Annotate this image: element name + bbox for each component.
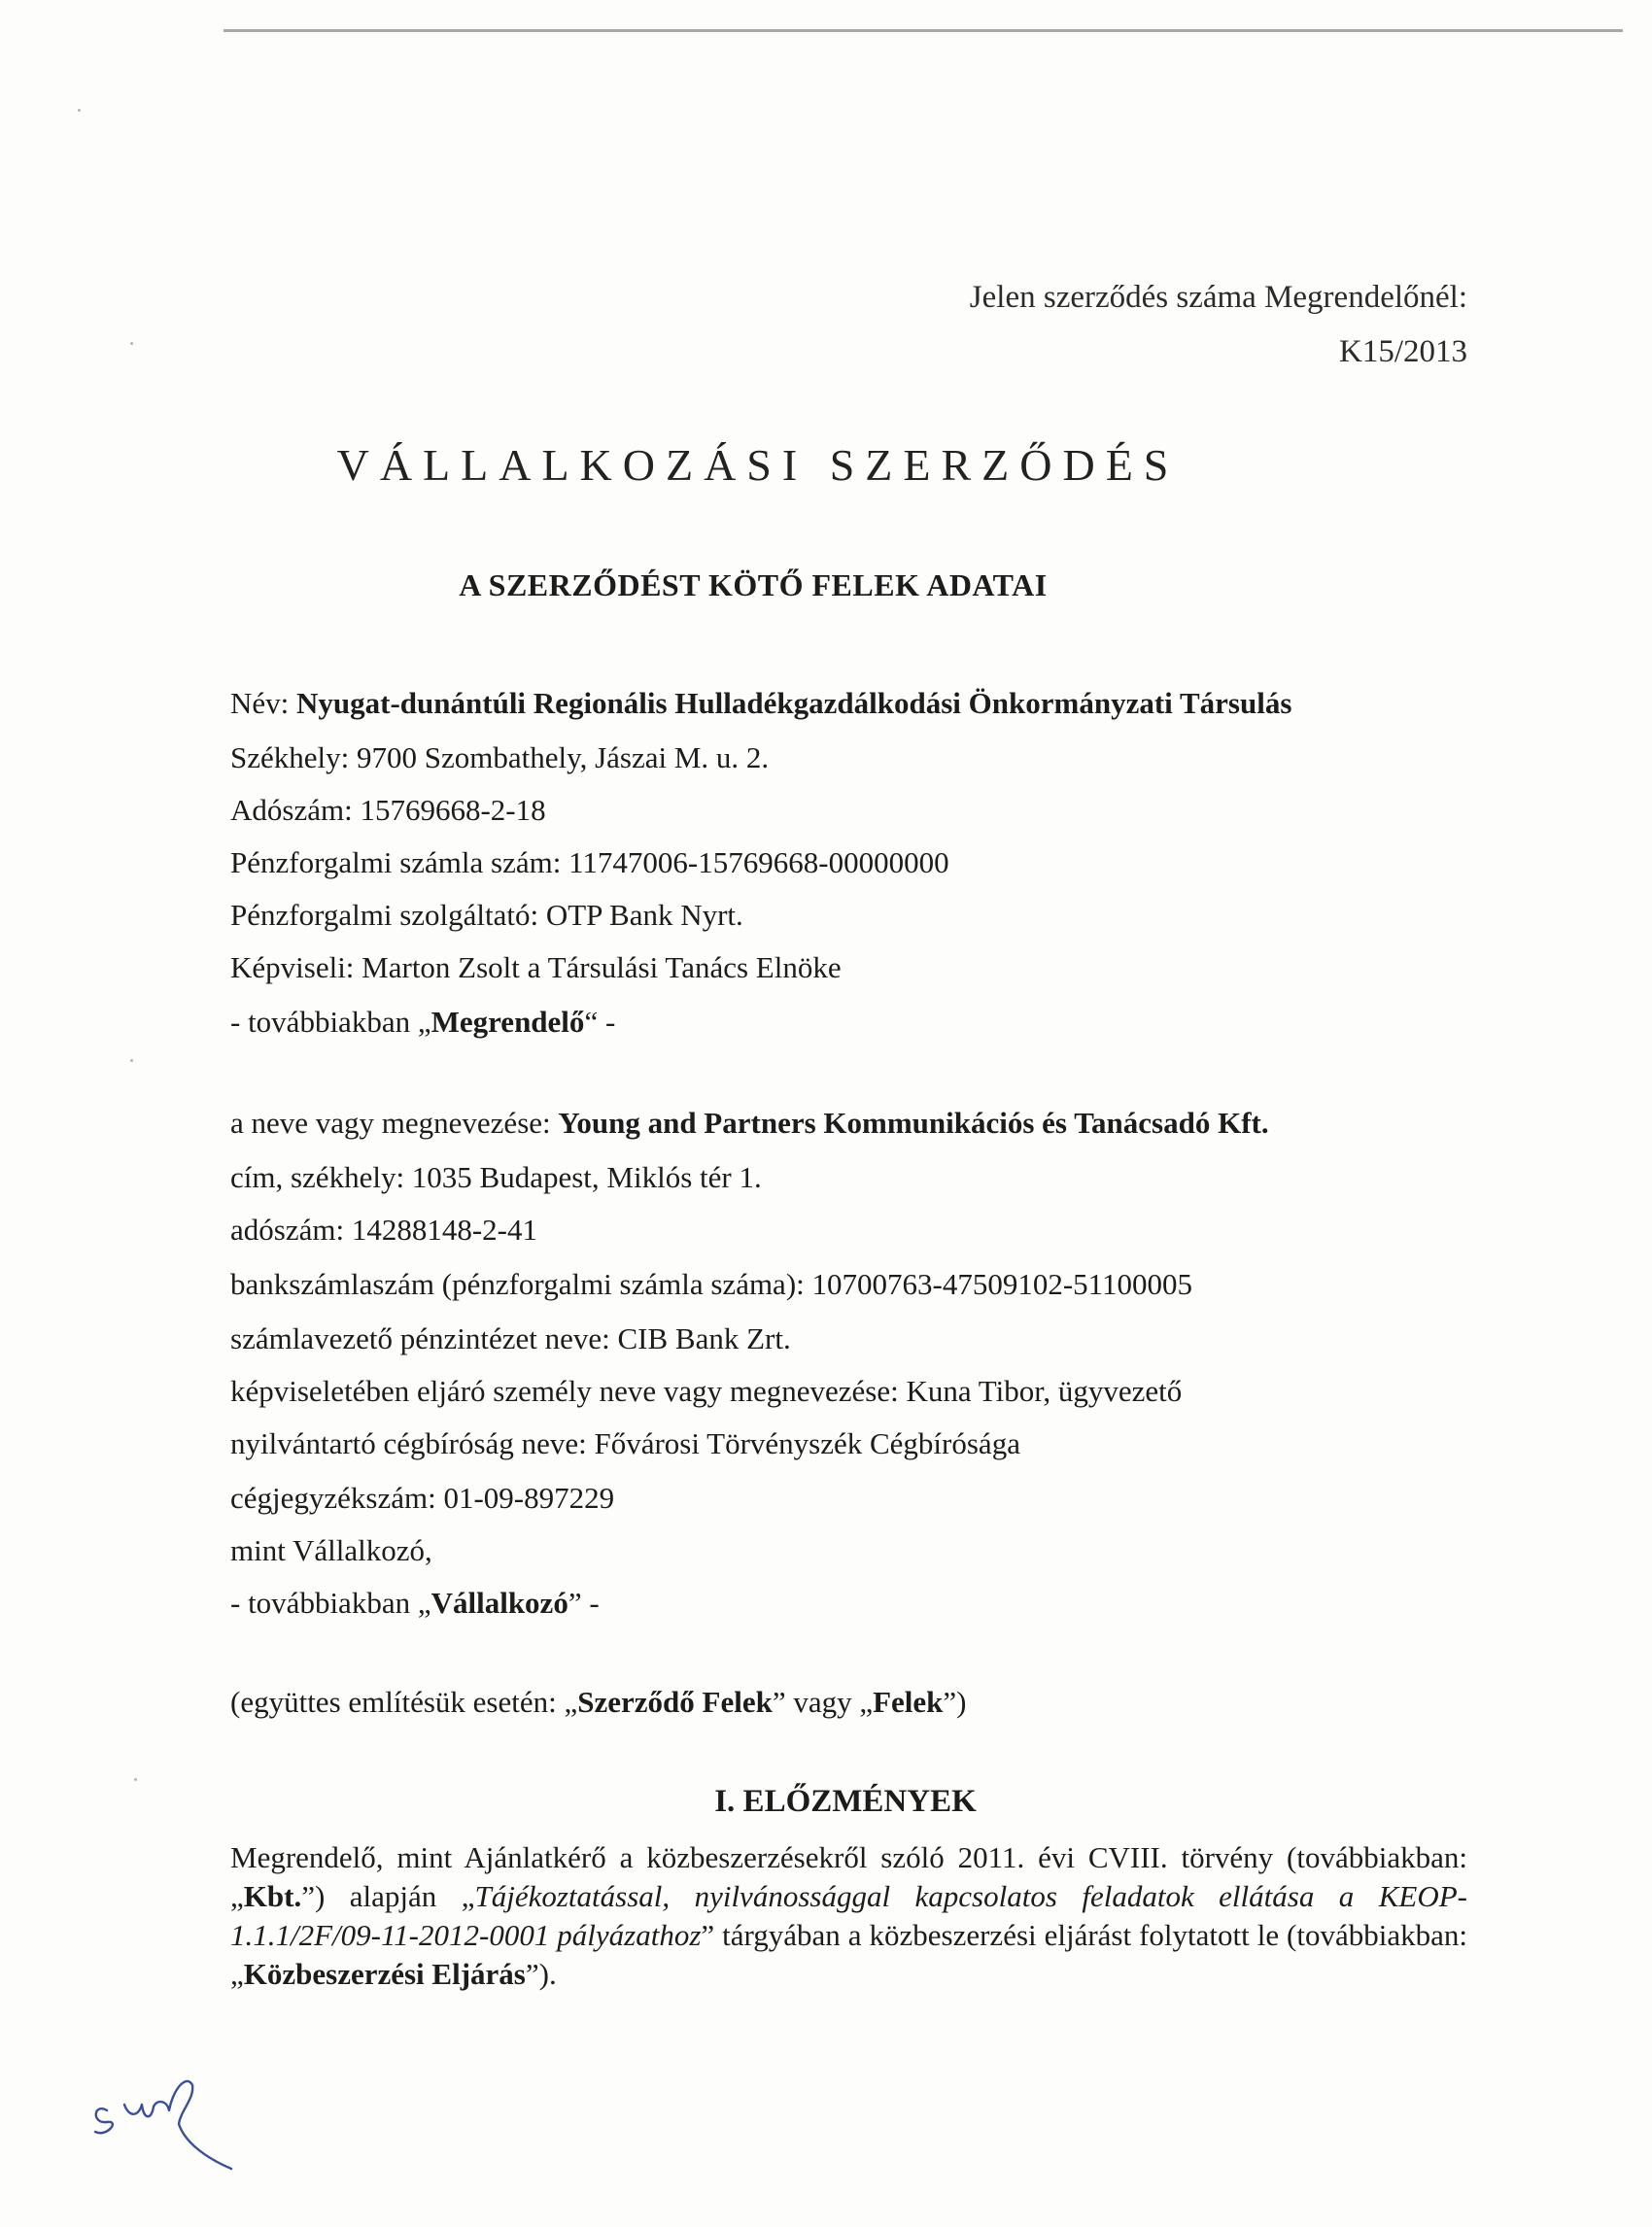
scan-edge-line: [224, 29, 1623, 32]
scan-speck: [130, 342, 133, 345]
para-subject: Tájékoztatással, nyilvánossággal kapcsolatos feladatok ellátása a KEOP-1.1.1/2F/09-11-2012-0001 pályázathoz: [230, 1879, 1467, 1952]
section-subtitle: A SZERZŐDÉST KÖTŐ FELEK ADATAI: [459, 567, 1048, 602]
contractor-name: Young and Partners Kommunikációs és Tanácsadó Kft.: [558, 1106, 1269, 1140]
contractor-address: cím, székhely: 1035 Budapest, Miklós tér 1.: [230, 1160, 762, 1194]
contract-number-label: Jelen szerződés száma Megrendelőnél:: [969, 280, 1467, 315]
contractor-bank-name: számlavezető pénzintézet neve: CIB Bank Zrt.: [230, 1321, 791, 1355]
contract-number: K15/2013: [1339, 334, 1467, 369]
contractor-alias-line: [230, 1584, 600, 1623]
contractor-name-line: [230, 1104, 1269, 1143]
alias-suffix: “ -: [584, 1005, 616, 1039]
scan-speck: [78, 109, 81, 112]
para-text: ”) alapján „: [301, 1879, 475, 1913]
joint-suffix: ”): [943, 1685, 967, 1719]
contractor-reg-no: cégjegyzékszám: 01-09-897229: [230, 1481, 615, 1515]
scan-speck: [130, 1059, 133, 1062]
para-text: ”).: [525, 1957, 557, 1991]
para-kbt: Kbt.: [243, 1879, 302, 1913]
contractor-role: mint Vállalkozó,: [230, 1533, 432, 1567]
contractor-bank-account: bankszámlaszám (pénzforgalmi számla száma): 10700763-47509102-51100005: [230, 1267, 1193, 1301]
customer-representative: Képviseli: Marton Zsolt a Társulási Tanács Elnöke: [230, 950, 842, 984]
customer-name-line: [230, 684, 1291, 723]
customer-name: Nyugat-dunántúli Regionális Hulladékgazdálkodási Önkormányzati Társulás: [296, 686, 1292, 720]
para-text: ” tárgyában a közbeszerzési eljárást folytatott le (továbbiakban: „: [230, 1918, 1467, 1991]
customer-provider: Pénzforgalmi szolgáltató: OTP Bank Nyrt.: [230, 898, 743, 932]
handwritten-initials: [86, 2060, 280, 2176]
customer-alias-line: [230, 1003, 615, 1042]
section-1-title: I. ELŐZMÉNYEK: [714, 1784, 977, 1819]
joint-middle: ” vagy „: [772, 1685, 874, 1719]
joint-name-parties: Szerződő Felek: [577, 1685, 773, 1719]
section-1-paragraph: [230, 1838, 1467, 1994]
alias-prefix: - továbbiakban „: [230, 1586, 431, 1620]
scan-speck: [134, 1778, 137, 1781]
joint-prefix: (együttes említésük esetén: „: [230, 1685, 578, 1719]
contractor-representative: képviseletében eljáró személy neve vagy megnevezése: Kuna Tibor, ügyvezető: [230, 1374, 1183, 1408]
para-text: Megrendelő, mint Ajánlatkérő a közbeszerzésekről szóló 2011. évi CVIII. törvény (továbbiakban: „: [230, 1840, 1467, 1913]
joint-reference-line: [230, 1683, 967, 1722]
customer-alias: Megrendelő: [430, 1005, 585, 1039]
contractor-name-label: a neve vagy megnevezése:: [230, 1106, 559, 1140]
document-title: VÁLLALKOZÁSI SZERZŐDÉS: [336, 440, 1180, 490]
customer-name-label: Név:: [230, 686, 297, 720]
customer-seat: Székhely: 9700 Szombathely, Jászai M. u. 2.: [230, 740, 770, 774]
customer-account: Pénzforgalmi számla szám: 11747006-15769668-00000000: [230, 845, 949, 879]
contractor-tax-id: adószám: 14288148-2-41: [230, 1213, 537, 1247]
contractor-alias: Vállalkozó: [430, 1586, 568, 1620]
alias-prefix: - továbbiakban „: [230, 1005, 431, 1039]
joint-name-felek: Felek: [873, 1685, 944, 1719]
alias-suffix: ” -: [568, 1586, 600, 1620]
para-procedure: Közbeszerzési Eljárás: [243, 1957, 526, 1991]
customer-tax-id: Adószám: 15769668-2-18: [230, 793, 546, 827]
contractor-court: nyilvántartó cégbíróság neve: Fővárosi Törvényszék Cégbírósága: [230, 1426, 1020, 1460]
